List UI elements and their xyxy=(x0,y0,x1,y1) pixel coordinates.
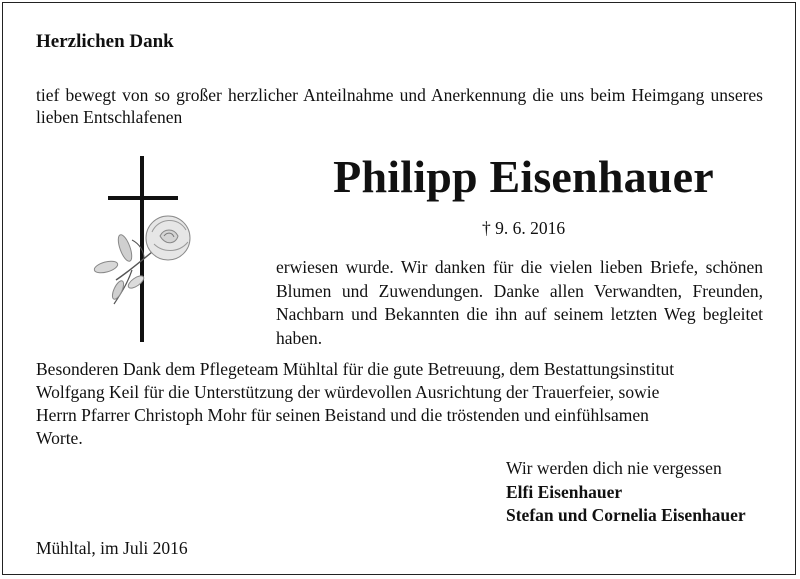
death-date: † 9. 6. 2016 xyxy=(481,218,566,238)
place-date: Mühltal, im Juli 2016 xyxy=(36,538,188,558)
closing-line: Wir werden dich nie vergessen xyxy=(506,458,722,478)
continuation-paragraph: erwiesen wurde. Wir danken für die vielen lieben Briefe, schönen Blumen und Zuwendungen. Danke allen Verwandten, Freunden, Nachbarn und Bekannten die ihn auf seinem letzten Weg begleitet haben. xyxy=(276,257,763,348)
closing-block xyxy=(506,457,766,528)
deceased-name: Philipp Eisenhauer xyxy=(333,151,714,202)
signer-name: Elfi Eisenhauer xyxy=(506,481,623,502)
thanks-paragraph xyxy=(36,358,763,450)
thanks-line: Besonderen Dank dem Pflegeteam Mühltal für die gute Betreuung, dem Bestattungsinstitut xyxy=(36,359,675,379)
intro-paragraph: tief bewegt von so großer herzlicher Anteilnahme und Anerkennung die uns beim Heimgang unseres lieben Entschlafenen xyxy=(36,85,763,127)
cross-with-rose-icon xyxy=(92,152,212,352)
thanks-line: Herrn Pfarrer Christoph Mohr für seinen Beistand und die tröstenden und einfühlsamen xyxy=(36,405,649,425)
thanks-line: Wolfgang Keil für die Unterstützung der würdevollen Ausrichtung der Trauerfeier, sowie xyxy=(36,382,660,402)
signer-name: Stefan und Cornelia Eisenhauer xyxy=(506,505,746,525)
thanks-line: Worte. xyxy=(36,428,83,448)
notice-heading: Herzlichen Dank xyxy=(36,31,174,52)
